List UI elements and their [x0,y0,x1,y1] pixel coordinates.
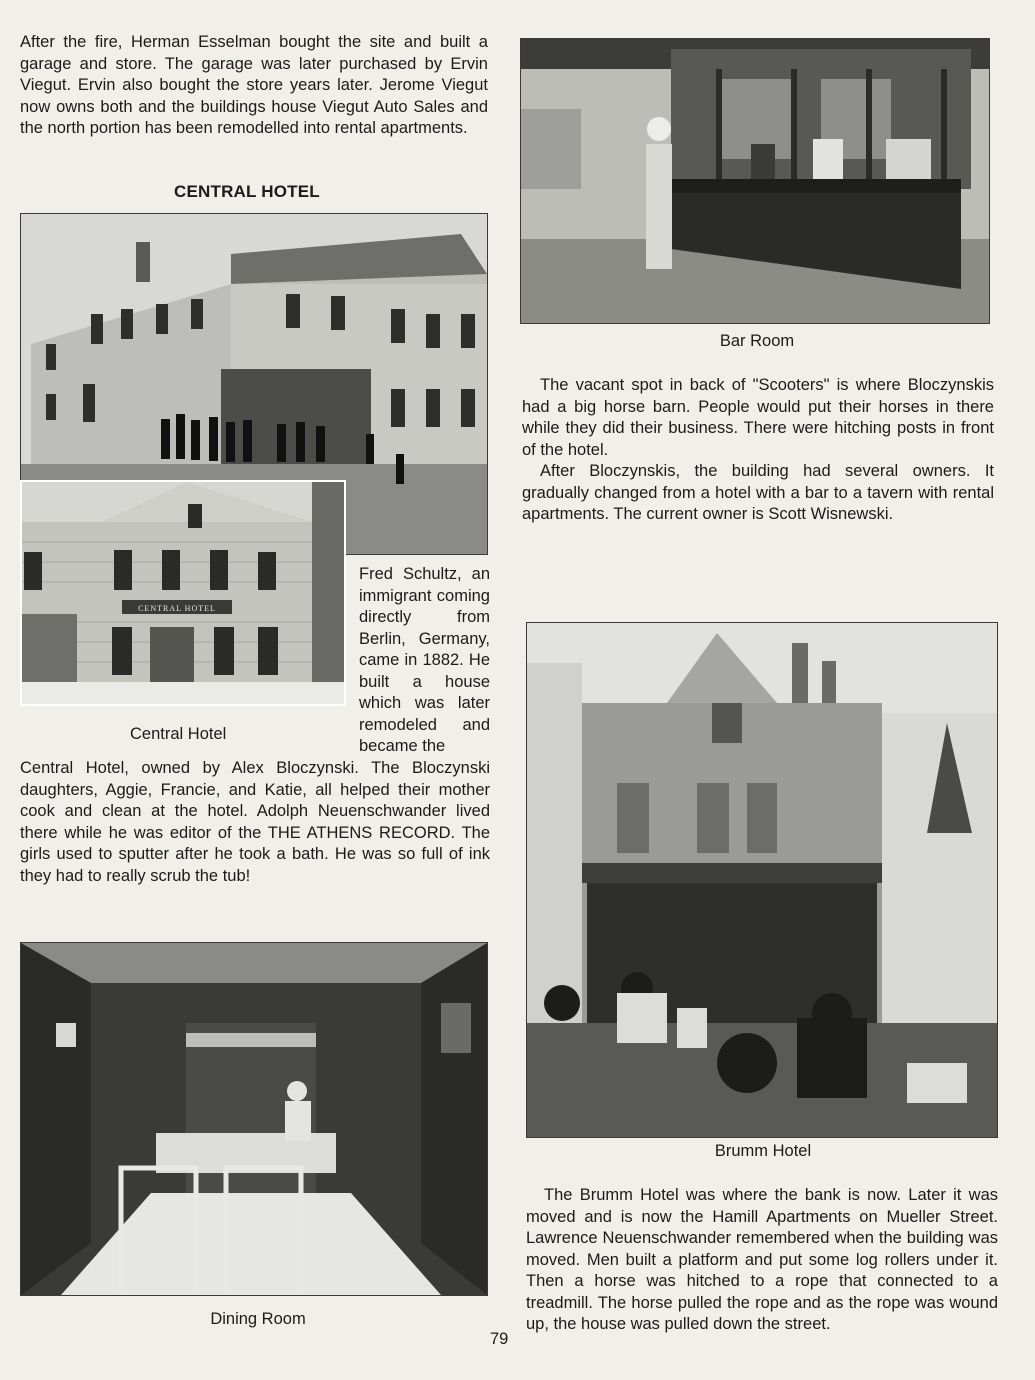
brumm-hotel-photo [526,622,998,1138]
central-hotel-text: Central Hotel, owned by Alex Bloczynski. The Bloczynski daughters, Aggie, Francie, and Katie, all helped their mother cook and clean at the hotel. Adolph Neuenschwander lived there while he was editor of the THE ATHENS RECORD. The girls used to sputter after he took a bath. He was so full of ink they had to really scrub the tub! [20,759,490,885]
dining-room-photo [20,942,488,1296]
page-number: 79 [490,1330,509,1348]
bar-room-paragraph-2: After Bloczynskis, the building had several owners. It gradually changed from a hotel with a bar to a tavern with rental apartments. The current owner is Scott Wisnewski. [522,462,994,523]
bar-room-caption: Bar Room [719,332,795,350]
brumm-hotel-caption: Brumm Hotel [714,1142,812,1160]
central-hotel-sign: CENTRAL HOTEL [138,604,216,613]
central-hotel-front-photo [20,480,346,706]
bar-room-photo [520,38,990,324]
brumm-hotel-text: The Brumm Hotel was where the bank is now. Later it was moved and is now the Hamill Apartments on Mueller Street. Lawrence Neuenschwander remembered when the building was moved. Men built a platform and put some log rollers under it. Then a horse was hitched to a rope that connected to a treadmill. The horse pulled the rope and as the rope was wound up, the house was pulled down the street. [526,1186,998,1333]
bar-room-paragraph-1: The vacant spot in back of "Scooters" is where Bloczynskis had a big horse barn. People would put their horses in there while they did their business. There were hitching posts in front of the hotel. [522,376,994,459]
central-hotel-heading: CENTRAL HOTEL [174,182,320,201]
central-hotel-wrap-text: Fred Schultz, an immigrant coming directly from Berlin, Germany, came in 1882. He built a house which was later remodeled and became the [359,565,490,755]
central-hotel-caption: Central Hotel [130,725,227,743]
dining-room-caption: Dining Room [210,1310,306,1328]
bar-room-text [522,375,994,526]
intro-paragraph: After the fire, Herman Esselman bought the site and built a garage and store. The garage was later purchased by Ervin Viegut. Ervin also bought the store years later. Jerome Viegut now owns both and the buildings house Viegut Auto Sales and the north portion has been remodelled into rental apartments. [20,33,488,137]
